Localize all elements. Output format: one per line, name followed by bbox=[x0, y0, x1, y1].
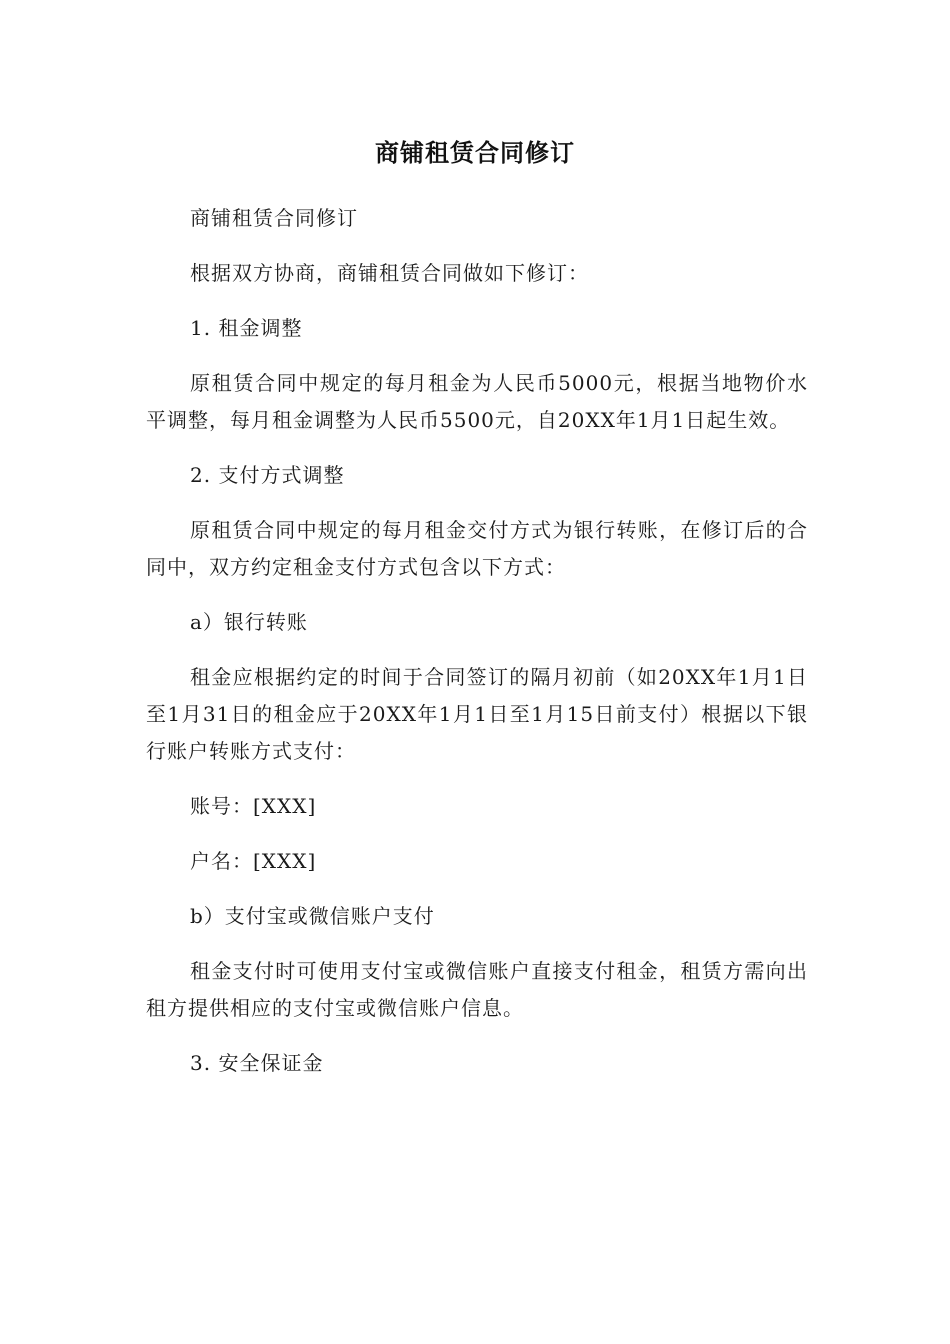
subheading-alipay-wechat: b）支付宝或微信账户支付 bbox=[190, 904, 435, 928]
section-heading-rent-adjustment: 1. 租金调整 bbox=[190, 316, 303, 340]
paragraph-heading: 商铺租赁合同修订 bbox=[190, 206, 358, 230]
paragraph-rent-adjustment: 原租赁合同中规定的每月租金为人民币5000元，根据当地物价水平调整，每月租金调整为人民币5500元，自20XX年1月1日起生效。 bbox=[146, 371, 808, 432]
document-body bbox=[146, 200, 808, 1100]
paragraph-alipay-wechat: 租金支付时可使用支付宝或微信账户直接支付租金，租赁方需向出租方提供相应的支付宝或微信账户信息。 bbox=[146, 959, 808, 1020]
paragraph-payment-method: 原租赁合同中规定的每月租金交付方式为银行转账，在修订后的合同中，双方约定租金支付方式包含以下方式： bbox=[146, 518, 808, 579]
section-heading-security-deposit: 3. 安全保证金 bbox=[190, 1051, 324, 1075]
account-number-line: 账号：[XXX] bbox=[190, 794, 317, 818]
account-name-line: 户名：[XXX] bbox=[190, 849, 317, 873]
paragraph-bank-transfer: 租金应根据约定的时间于合同签订的隔月初前（如20XX年1月1日至1月31日的租金应于20XX年1月1日至1月15日前支付）根据以下银行账户转账方式支付： bbox=[146, 665, 808, 763]
section-heading-payment-method: 2. 支付方式调整 bbox=[190, 463, 345, 487]
document-title: 商铺租赁合同修订 bbox=[375, 139, 575, 167]
paragraph-intro: 根据双方协商，商铺租赁合同做如下修订： bbox=[190, 261, 589, 285]
subheading-bank-transfer: a）银行转账 bbox=[190, 610, 308, 634]
